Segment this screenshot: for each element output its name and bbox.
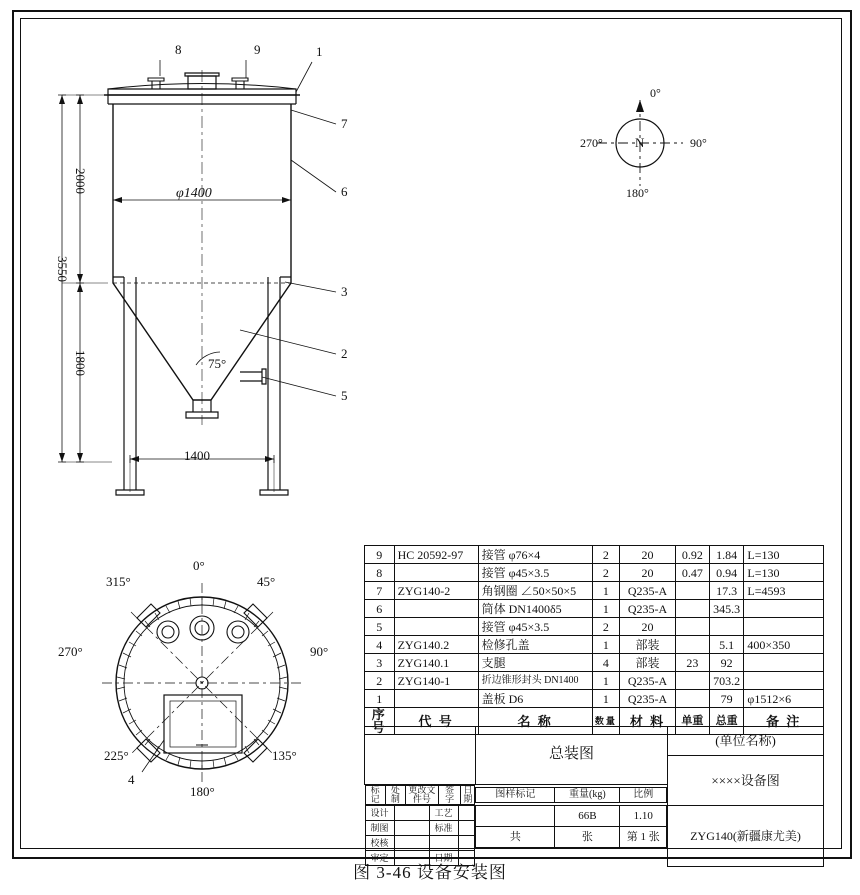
bom-mat: 20 <box>620 618 676 636</box>
dim-height-top: 2000 <box>73 168 88 194</box>
bom-header-code: 代 号 <box>394 708 478 735</box>
bom-code <box>394 618 478 636</box>
bom-note: L=4593 <box>744 582 824 600</box>
bom-total-weight: 92 <box>709 654 744 672</box>
compass-n-letter: N <box>635 135 645 150</box>
bom-qty: 1 <box>592 690 619 708</box>
plan-angle-135: 135° <box>272 748 297 763</box>
plan-angle-90: 90° <box>310 644 329 659</box>
bom-unit-weight <box>675 618 709 636</box>
sheet-number: 第 1 张 <box>620 827 667 848</box>
sig-date-label: 日期 <box>429 851 458 866</box>
plan-angle-315: 315° <box>106 574 131 589</box>
table-row <box>365 618 824 636</box>
bom-total-weight: 1.84 <box>709 546 744 564</box>
dim-diameter: φ1400 <box>176 186 212 201</box>
figure-caption: 图 3-46 设备安装图 <box>353 863 507 882</box>
bom-unit-weight <box>675 582 709 600</box>
bom-header-total-weight: 总重 <box>709 708 744 735</box>
dim-base-width: 1400 <box>184 448 210 463</box>
spec-strip <box>475 784 667 805</box>
bom-code: ZYG140-1 <box>394 672 478 690</box>
table-row <box>365 582 824 600</box>
sig-design: 设计 <box>365 806 394 821</box>
table-row <box>365 546 824 564</box>
bom-qty: 1 <box>592 672 619 690</box>
bom-total-weight: 345.3 <box>709 600 744 618</box>
bom-name: 接管 φ45×3.5 <box>478 618 592 636</box>
balloon-8: 8 <box>175 42 182 57</box>
bom-unit-weight: 23 <box>675 654 709 672</box>
company-label: (单位名称) <box>668 727 824 756</box>
sig-blank4 <box>458 821 475 836</box>
bom-no: 1 <box>365 690 395 708</box>
plan-angle-45: 45° <box>257 574 276 589</box>
dim-height-bottom: 1800 <box>73 350 88 376</box>
bom-code: ZYG140.2 <box>394 636 478 654</box>
rev-date: 日期 <box>461 785 475 805</box>
bom-name: 筒体 DN1400δ5 <box>478 600 592 618</box>
compass-south-label: 180° <box>626 186 649 200</box>
bom-name: 角钢圈 ∠50×50×5 <box>478 582 592 600</box>
compass-west-label: 270° <box>580 136 603 150</box>
rev-mark: 标记 <box>365 785 385 805</box>
spec-header-weight: 重量(kg) <box>555 787 620 802</box>
balloon-5: 5 <box>341 388 348 403</box>
bom-qty: 2 <box>592 564 619 582</box>
sig-blank7 <box>458 836 475 851</box>
bom-no: 5 <box>365 618 395 636</box>
title-block-row <box>365 727 824 756</box>
bom-total-weight <box>709 618 744 636</box>
balloon-2: 2 <box>341 346 348 361</box>
rev-sign: 签字 <box>438 785 461 805</box>
bom-note: φ1512×6 <box>744 690 824 708</box>
bom-header-name: 名 称 <box>478 708 592 735</box>
bom-mat: 20 <box>620 546 676 564</box>
bom-unit-weight: 0.92 <box>675 546 709 564</box>
rev-docno: 更改文件号 <box>406 785 439 805</box>
balloon-9: 9 <box>254 42 261 57</box>
bom-unit-weight: 0.47 <box>675 564 709 582</box>
spec-value-weight: 66B <box>555 806 620 827</box>
bom-unit-weight <box>675 600 709 618</box>
bom-total-weight: 0.94 <box>709 564 744 582</box>
bom-name: 接管 φ45×3.5 <box>478 564 592 582</box>
table-row <box>365 654 824 672</box>
table-row <box>365 672 824 690</box>
bom-total-weight: 17.3 <box>709 582 744 600</box>
compass-north-label: 0° <box>650 86 661 100</box>
bom-total-weight: 703.2 <box>709 672 744 690</box>
bom-table <box>364 545 824 735</box>
bom-no: 8 <box>365 564 395 582</box>
bom-no: 9 <box>365 546 395 564</box>
bom-qty: 2 <box>592 618 619 636</box>
bom-qty: 1 <box>592 600 619 618</box>
sig-blank6 <box>429 836 458 851</box>
product-code: ZYG140(新疆康尤美) <box>668 805 824 866</box>
balloon-6: 6 <box>341 184 348 199</box>
sig-check: 校核 <box>365 836 394 851</box>
bom-note <box>744 654 824 672</box>
bom-unit-weight <box>675 636 709 654</box>
bom-total-weight: 5.1 <box>709 636 744 654</box>
bom-no: 7 <box>365 582 395 600</box>
dim-height-total: 3550 <box>55 256 70 282</box>
spec-value-scale: 1.10 <box>620 806 667 827</box>
bom-qty: 2 <box>592 546 619 564</box>
table-row <box>365 564 824 582</box>
title-block-spacer <box>365 727 476 756</box>
plan-balloon-4: 4 <box>128 772 135 787</box>
bom-header-qty: 数量 <box>592 708 619 735</box>
spec-value-mark <box>476 806 555 827</box>
sig-blank1 <box>394 806 429 821</box>
bom-name: 盖板 D6 <box>478 690 592 708</box>
plan-angle-225: 225° <box>104 748 129 763</box>
spec-header-mark: 图样标记 <box>476 787 555 802</box>
balloon-3: 3 <box>341 284 348 299</box>
title-block <box>364 726 824 867</box>
bom-code <box>394 600 478 618</box>
bom-code: ZYG140.1 <box>394 654 478 672</box>
sheet-total-unit: 张 <box>555 827 620 848</box>
bom-mat: 20 <box>620 564 676 582</box>
plan-angle-180: 180° <box>190 784 215 799</box>
revision-strip <box>365 784 476 805</box>
bom-note <box>744 672 824 690</box>
plan-angle-0: 0° <box>193 558 205 573</box>
sheet-total-label: 共 <box>476 827 555 848</box>
sig-blank3 <box>394 821 429 836</box>
bom-name: 支腿 <box>478 654 592 672</box>
bom-mat: Q235-A <box>620 690 676 708</box>
spec-header-scale: 比例 <box>620 787 667 802</box>
plan-angle-270: 270° <box>58 644 83 659</box>
table-row <box>365 636 824 654</box>
bom-note <box>744 600 824 618</box>
bom-code: HC 20592-97 <box>394 546 478 564</box>
bom-unit-weight <box>675 672 709 690</box>
bom-qty: 1 <box>592 582 619 600</box>
sig-blank2 <box>458 806 475 821</box>
balloon-7: 7 <box>341 116 348 131</box>
sig-blank5 <box>394 836 429 851</box>
bom-no: 4 <box>365 636 395 654</box>
sig-draw: 制图 <box>365 821 394 836</box>
bom-code <box>394 690 478 708</box>
bom-note: 400×350 <box>744 636 824 654</box>
title-block-spacer2 <box>365 756 476 785</box>
compass-east-label: 90° <box>690 136 707 150</box>
bom-note: L=130 <box>744 546 824 564</box>
bom-header-unit-weight: 单重 <box>675 708 709 735</box>
bom-mat: Q235-A <box>620 600 676 618</box>
bom-note <box>744 618 824 636</box>
table-row <box>365 600 824 618</box>
bom-code <box>394 564 478 582</box>
equipment-name: ××××设备图 <box>668 756 824 806</box>
bom-no: 6 <box>365 600 395 618</box>
table-row <box>365 690 824 708</box>
sig-standard: 标准 <box>429 821 458 836</box>
bom-mat: Q235-A <box>620 582 676 600</box>
bom-mat: 部装 <box>620 654 676 672</box>
bom-mat: Q235-A <box>620 672 676 690</box>
dim-cone-angle: 75° <box>208 356 227 371</box>
balloon-1: 1 <box>316 44 323 59</box>
rev-qty: 处制 <box>385 785 405 805</box>
drawing-name: 总装图 <box>475 727 667 785</box>
bom-total-weight: 79 <box>709 690 744 708</box>
sig-process: 工艺 <box>429 806 458 821</box>
bom-header-mat: 材 料 <box>620 708 676 735</box>
bom-unit-weight <box>675 690 709 708</box>
bom-name: 接管 φ76×4 <box>478 546 592 564</box>
bom-header-note: 备 注 <box>744 708 824 735</box>
bom-no: 3 <box>365 654 395 672</box>
bom-qty: 4 <box>592 654 619 672</box>
bom-name: 检修孔盖 <box>478 636 592 654</box>
bom-mat: 部装 <box>620 636 676 654</box>
bom-name: 折边锥形封头 DN1400 <box>478 672 592 690</box>
bom-qty: 1 <box>592 636 619 654</box>
sig-approve: 审定 <box>365 851 394 866</box>
bom-no: 2 <box>365 672 395 690</box>
bom-note: L=130 <box>744 564 824 582</box>
bom-code: ZYG140-2 <box>394 582 478 600</box>
bom-header-no: 序号 <box>365 708 395 735</box>
